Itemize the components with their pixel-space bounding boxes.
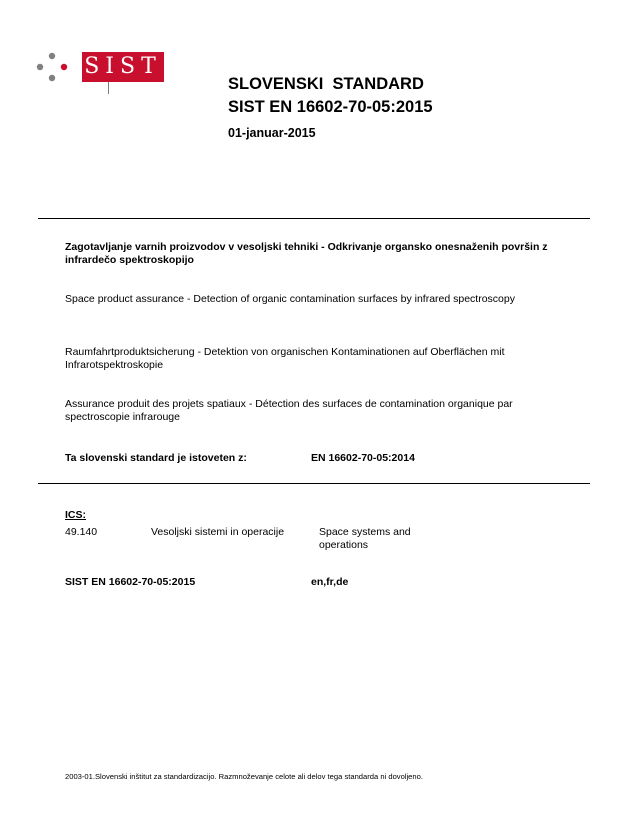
footer-standard-code: SIST EN 16602-70-05:2015 [65, 576, 196, 588]
standard-heading: SLOVENSKI STANDARD [228, 75, 424, 93]
identity-label: Ta slovenski standard je istoveten z: [65, 452, 247, 464]
footer-languages: en,fr,de [311, 576, 349, 588]
standard-code: SIST EN 16602-70-05:2015 [228, 98, 433, 116]
ics-description-english: Space systems and operations [319, 526, 411, 551]
sist-logo-dots [36, 52, 82, 88]
ics-code: 49.140 [65, 526, 98, 538]
ics-description-slovenian: Vesoljski sistemi in operacije [151, 526, 285, 538]
middle-divider [38, 483, 590, 484]
top-divider [38, 218, 590, 219]
standard-date: 01-januar-2015 [228, 126, 316, 140]
copyright-notice: 2003-01.Slovenski inštitut za standardizacijo. Razmnoževanje celote ali delov tega standarda ni dovoljeno. [65, 772, 423, 781]
title-slovenian: Zagotavljanje varnih proizvodov v vesoljski tehniki - Odkrivanje organsko onesnaženih površin z infrardečo spektroskopijo [65, 241, 548, 266]
title-german: Raumfahrtproduktsicherung - Detektion von organischen Kontaminationen auf Oberflächen mit Infrarotspektroskopie [65, 346, 505, 371]
title-french: Assurance produit des projets spatiaux - Détection des surfaces de contamination organique par spectroscopie infrarouge [65, 398, 513, 423]
sist-logo-text: SIST [84, 54, 162, 79]
identity-value: EN 16602-70-05:2014 [311, 452, 415, 464]
logo-divider [108, 82, 109, 94]
title-english: Space product assurance - Detection of organic contamination surfaces by infrared spectroscopy [65, 293, 515, 305]
ics-heading: ICS: [65, 509, 86, 521]
